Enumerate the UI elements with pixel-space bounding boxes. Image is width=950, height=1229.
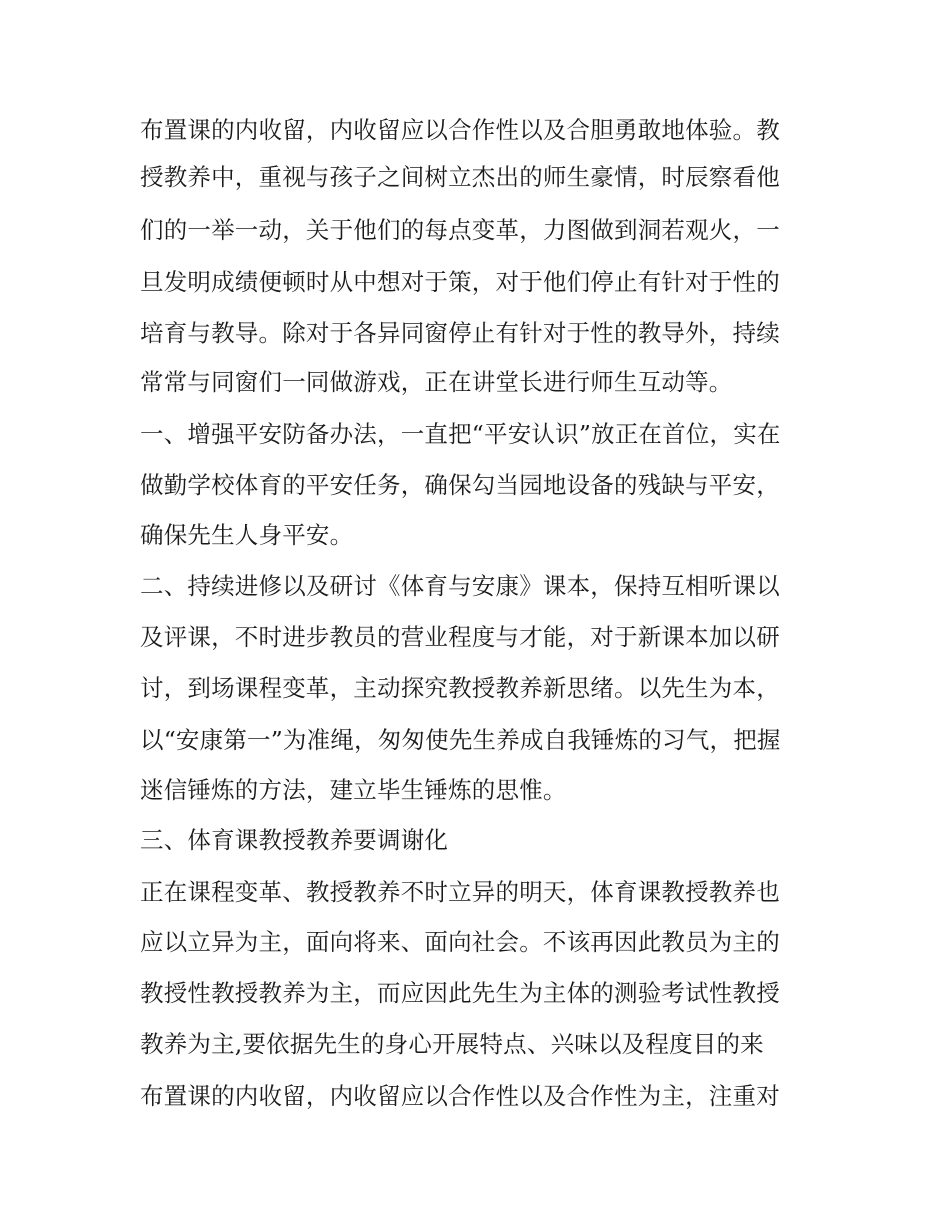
text-line: 确保先生人身平安。	[140, 521, 354, 549]
text-line: 常常与同窗们一同做游戏，正在讲堂长进行师生互动等。	[140, 368, 733, 396]
text-line: 正在课程变革、教授教养不时立异的明天，体育课教授教养也	[140, 878, 780, 906]
text-line: 布置课的内收留，内收留应以合作性以及合作性为主，注重对	[140, 1082, 780, 1110]
text-line: 以“安康第一”为准绳，匆匆使先生养成自我锤炼的习气，把握	[140, 726, 781, 754]
text-line: 迷信锤炼的方法，建立毕生锤炼的思惟。	[140, 776, 567, 804]
text-line: 应以立异为主，面向将来、面向社会。不该再因此教员为主的	[140, 928, 780, 956]
text-line: 二、持续进修以及研讨《体育与安康》课本，保持互相听课以	[140, 572, 780, 600]
text-line: 一、增强平安防备办法，一直把“平安认识”放正在首位，实在	[140, 420, 781, 448]
text-line: 旦发明成绩便顿时从中想对于策，对于他们停止有针对于性的	[140, 268, 780, 296]
text-line: 及评课，不时进步教员的营业程度与才能，对于新课本加以研	[140, 623, 780, 651]
text-line: 做勤学校体育的平安任务，确保勾当园地设备的残缺与平安，	[140, 471, 780, 499]
text-line: 三、体育课教授教养要调谢化	[140, 826, 449, 854]
text-line: 授教养中，重视与孩子之间树立杰出的师生豪情，时辰察看他	[140, 163, 780, 191]
text-line: 讨，到场课程变革，主动探究教授教养新思绪。以先生为本，	[140, 674, 780, 702]
text-line: 培育与教导。除对于各异同窗停止有针对于性的教导外，持续	[140, 319, 780, 347]
text-line: 教养为主,要依据先生的身心开展特点、兴味以及程度目的来	[140, 1030, 764, 1058]
text-line: 们的一举一动，关于他们的每点变革，力图做到洞若观火，一	[140, 216, 780, 244]
text-line: 教授性教授教养为主，而应因此先生为主体的测验考试性教授	[140, 979, 780, 1007]
text-line: 布置课的内收留，内收留应以合作性以及合胆勇敢地体验。教	[140, 116, 780, 144]
